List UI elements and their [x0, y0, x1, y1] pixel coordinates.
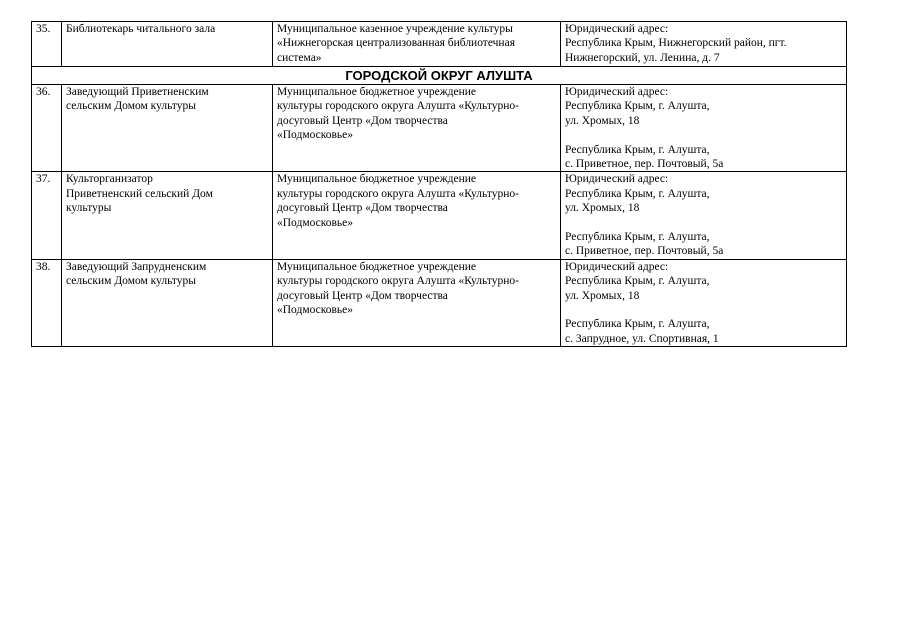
- address-cell: [561, 172, 847, 259]
- address-cell: [561, 85, 847, 172]
- address-text: Республика Крым, г. Алушта,: [565, 318, 710, 331]
- organization-text: культуры городского округа Алушта «Культурно-: [277, 275, 519, 288]
- position-text: сельским Домом культуры: [66, 275, 196, 288]
- address-text: Нижнегорский, ул. Ленина, д. 7: [565, 51, 720, 64]
- address-text: ул. Хромых, 18: [565, 202, 640, 215]
- address-text: ул. Хромых, 18: [565, 289, 640, 302]
- organization-text: Муниципальное бюджетное учреждение: [277, 173, 477, 186]
- address-text: Республика Крым, г. Алушта,: [565, 100, 710, 113]
- position-text: Приветненский сельский Дом: [66, 187, 213, 200]
- organization-cell: [273, 172, 561, 259]
- organization-text: система»: [277, 51, 322, 64]
- address-text: Республика Крым, г. Алушта,: [565, 143, 710, 156]
- address-text: Юридический адрес:: [565, 173, 669, 186]
- position-text: культуры: [66, 202, 112, 215]
- organization-text: досуговый Центр «Дом творчества: [277, 289, 448, 302]
- address-cell: [561, 259, 847, 346]
- position-cell: [62, 85, 273, 172]
- organization-text: «Подмосковье»: [277, 304, 354, 317]
- organization-cell: [273, 22, 561, 67]
- table-row: [32, 22, 847, 67]
- organization-text: Муниципальное бюджетное учреждение: [277, 260, 477, 273]
- row-number: 35.: [32, 22, 62, 67]
- address-text: ул. Хромых, 18: [565, 114, 640, 127]
- organization-text: досуговый Центр «Дом творчества: [277, 114, 448, 127]
- address-text: Республика Крым, г. Алушта,: [565, 231, 710, 244]
- address-text: Республика Крым, г. Алушта,: [565, 275, 710, 288]
- table-row: [32, 172, 847, 259]
- table-row: [32, 85, 847, 172]
- address-text: Юридический адрес:: [565, 260, 669, 273]
- position-cell: [62, 172, 273, 259]
- organization-text: Муниципальное бюджетное учреждение: [277, 86, 477, 98]
- address-spacer: [565, 303, 842, 317]
- address-text: с. Приветное, пер. Почтовый, 5а: [565, 158, 724, 171]
- organization-text: Муниципальное казенное учреждение культуры: [277, 23, 513, 35]
- row-number: 37.: [32, 172, 62, 259]
- address-spacer: [565, 216, 842, 230]
- organization-text: «Подмосковье»: [277, 129, 354, 142]
- row-number: 38.: [32, 259, 62, 346]
- address-cell: [561, 22, 847, 67]
- organization-text: «Нижнегорская централизованная библиотечная: [277, 37, 515, 50]
- address-text: Республика Крым, г. Алушта,: [565, 187, 710, 200]
- positions-table: [31, 21, 847, 347]
- table-row: [32, 259, 847, 346]
- position-cell: [62, 259, 273, 346]
- address-text: Юридический адрес:: [565, 23, 669, 35]
- position-cell: [62, 22, 273, 67]
- address-text: с. Запрудное, ул. Спортивная, 1: [565, 332, 719, 345]
- section-heading: ГОРОДСКОЙ ОКРУГ АЛУШТА: [32, 67, 847, 85]
- organization-text: досуговый Центр «Дом творчества: [277, 202, 448, 215]
- position-text: Заведующий Приветненским: [66, 86, 209, 98]
- organization-text: «Подмосковье»: [277, 216, 354, 229]
- organization-cell: [273, 259, 561, 346]
- position-text: Культорганизатор: [66, 173, 153, 186]
- organization-cell: [273, 85, 561, 172]
- address-spacer: [565, 128, 842, 142]
- position-text: сельским Домом культуры: [66, 100, 196, 113]
- position-text: Библиотекарь читального зала: [66, 23, 216, 35]
- organization-text: культуры городского округа Алушта «Культурно-: [277, 187, 519, 200]
- position-text: Заведующий Запрудненским: [66, 260, 207, 273]
- section-row: [32, 67, 847, 85]
- address-text: Республика Крым, Нижнегорский район, пгт.: [565, 37, 787, 50]
- row-number: 36.: [32, 85, 62, 172]
- organization-text: культуры городского округа Алушта «Культурно-: [277, 100, 519, 113]
- address-text: с. Приветное, пер. Почтовый, 5а: [565, 245, 724, 258]
- address-text: Юридический адрес:: [565, 86, 669, 98]
